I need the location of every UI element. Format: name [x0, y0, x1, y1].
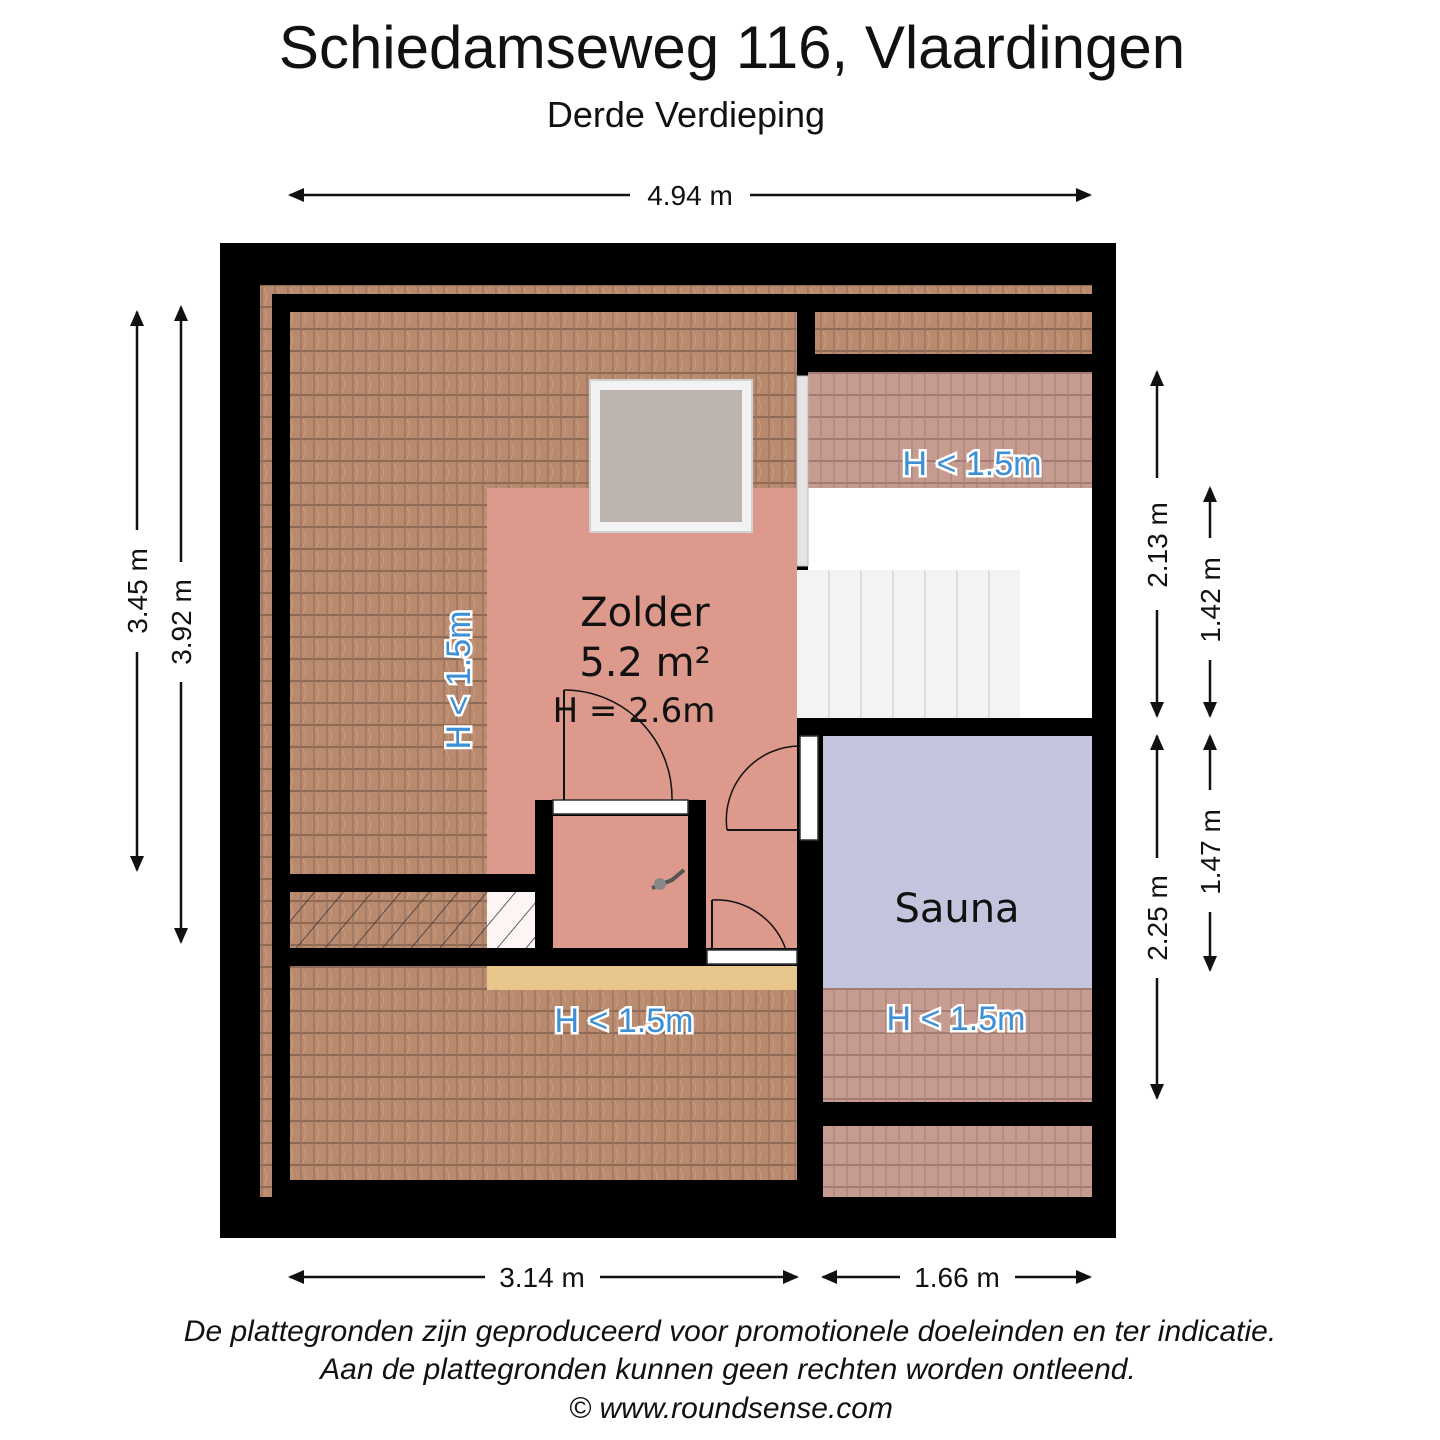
- dimension-label: 2.13 m: [1142, 502, 1173, 588]
- dimension-label: 3.14 m: [499, 1262, 585, 1293]
- dimension-right-inner-lower: [1195, 734, 1226, 972]
- dimension-bottom-left: [288, 1262, 799, 1293]
- room-height-zolder: H = 2.6m: [552, 691, 716, 731]
- sauna-floor: [823, 736, 1092, 988]
- skylight: [590, 380, 752, 532]
- height-label-bottom-right: H < 1.5m: [886, 1000, 1026, 1038]
- room-name-zolder: Zolder: [580, 590, 710, 636]
- storage-hatch-white: [487, 892, 535, 948]
- dimension-right-upper: [1142, 370, 1173, 718]
- copyright-link[interactable]: © www.roundsense.com: [569, 1392, 893, 1425]
- dimension-label: 3.92 m: [166, 579, 197, 665]
- disclaimer-line-2: Aan de plattegronden kunnen geen rechten worden ontleend.: [320, 1353, 1136, 1386]
- wall-top-right-strip: [797, 354, 1092, 372]
- dimension-right-inner-upper: [1195, 486, 1226, 718]
- wall-sauna-bottom: [823, 1102, 1092, 1126]
- wall-closet-right: [688, 800, 706, 966]
- room-name-sauna: Sauna: [894, 886, 1020, 932]
- height-label-top-right: H < 1.5m: [902, 445, 1042, 483]
- floor-subtitle: Derde Verdieping: [546, 94, 826, 135]
- roof-strip-top-right: [815, 312, 1092, 354]
- height-label-bottom-center: H < 1.5m: [554, 1002, 694, 1040]
- dimension-bottom-right: [821, 1262, 1092, 1293]
- wall-storage-top: [272, 874, 535, 892]
- dimension-label: 1.47 m: [1195, 809, 1226, 895]
- dimension-right-lower: [1142, 734, 1173, 1100]
- height-label-left: H < 1.5m: [440, 610, 478, 750]
- wall-sauna-top: [797, 718, 1092, 736]
- page-title: Schiedamseweg 116, Vlaardingen: [278, 14, 1186, 81]
- wall-sauna-left: [797, 840, 823, 1197]
- dimension-label: 1.42 m: [1195, 557, 1226, 643]
- roof-area-bottom-right: [823, 1126, 1092, 1197]
- wall-closet-left: [535, 800, 553, 966]
- dimension-label: 2.25 m: [1142, 875, 1173, 961]
- wood-strip: [487, 966, 797, 990]
- dimension-label: 3.45 m: [122, 548, 153, 634]
- disclaimer-line-1: De plattegronden zijn geproduceerd voor promotionele doeleinden en ter indicatie.: [183, 1315, 1277, 1348]
- dimension-label: 4.94 m: [647, 180, 733, 211]
- dimension-label: 1.66 m: [914, 1262, 1000, 1293]
- roof-area-bottom: [290, 966, 797, 1180]
- room-area-zolder: 5.2 m²: [579, 640, 711, 686]
- dimension-top-width: [288, 180, 1092, 211]
- dimension-left-inner: [166, 305, 197, 944]
- dimension-left-outer: [122, 310, 153, 872]
